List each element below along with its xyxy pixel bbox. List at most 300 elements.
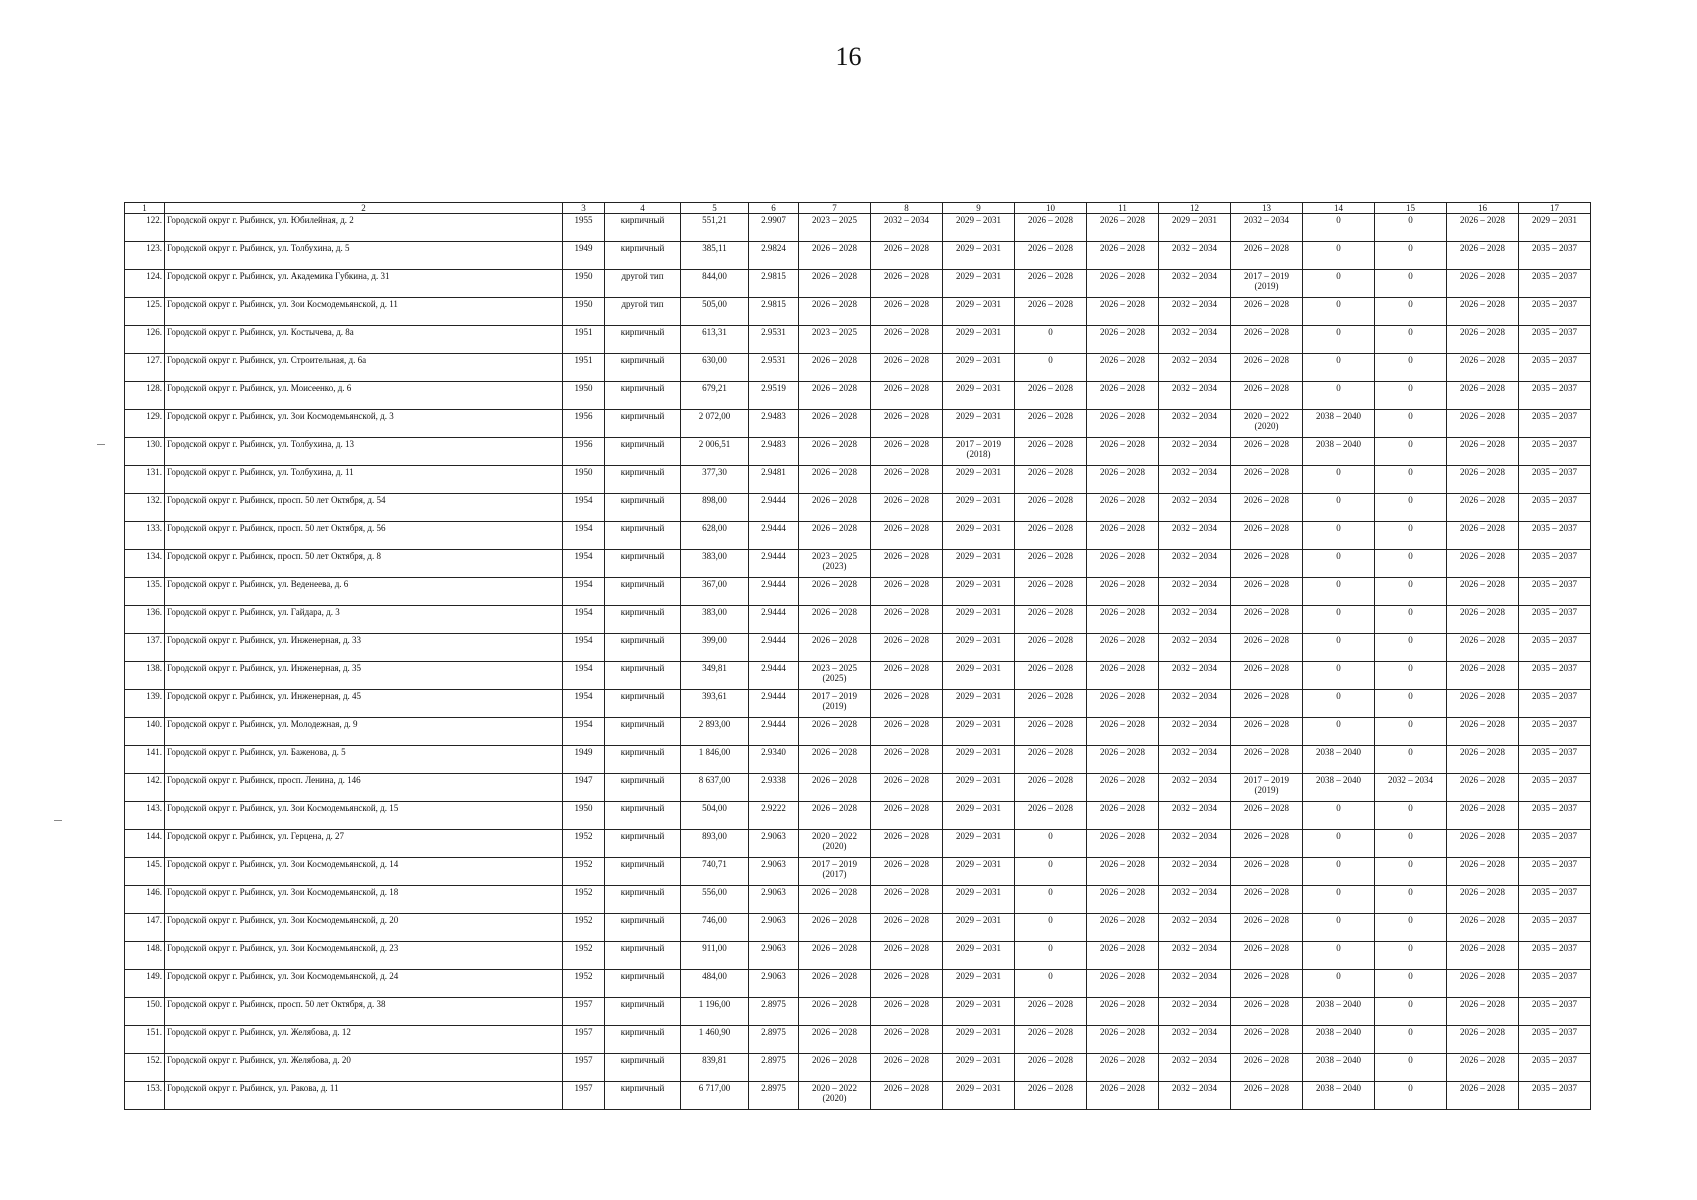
table-cell: 2026 – 2028 xyxy=(1447,690,1519,718)
table-cell: 393,61 xyxy=(681,690,749,718)
table-cell: 2035 – 2037 xyxy=(1519,970,1591,998)
table-cell: 2032 – 2034 xyxy=(1159,662,1231,690)
table-cell: 2029 – 2031 xyxy=(943,886,1015,914)
table-cell: 2026 – 2028 xyxy=(799,634,871,662)
table-cell: 1950 xyxy=(563,298,605,326)
table-cell: 2038 – 2040 xyxy=(1303,1026,1375,1054)
table-cell: 2.8975 xyxy=(749,1026,799,1054)
table-cell: 1954 xyxy=(563,494,605,522)
table-cell: 2.9824 xyxy=(749,242,799,270)
table-cell: 1950 xyxy=(563,466,605,494)
table-cell: 2026 – 2028 xyxy=(1087,634,1159,662)
table-cell: 2035 – 2037 xyxy=(1519,1054,1591,1082)
table-cell: 630,00 xyxy=(681,354,749,382)
table-cell: 2026 – 2028 xyxy=(1231,690,1303,718)
table-row xyxy=(125,354,1591,382)
table-cell: 1956 xyxy=(563,410,605,438)
table-cell: 2026 – 2028 xyxy=(1087,270,1159,298)
table-cell: 2026 – 2028 xyxy=(1231,550,1303,578)
table-cell: 2026 – 2028 xyxy=(1087,242,1159,270)
table-cell: кирпичный xyxy=(605,830,681,858)
table-cell: 0 xyxy=(1375,466,1447,494)
table-cell: 2032 – 2034 xyxy=(1159,718,1231,746)
table-cell: кирпичный xyxy=(605,858,681,886)
table-cell: 2026 – 2028 xyxy=(871,1082,943,1110)
table-cell: 2032 – 2034 xyxy=(1159,970,1231,998)
table-cell: 2029 – 2031 xyxy=(943,1082,1015,1110)
table-cell: 2035 – 2037 xyxy=(1519,662,1591,690)
table-cell: 2026 – 2028 xyxy=(1447,802,1519,830)
table-cell: 0 xyxy=(1303,942,1375,970)
table-cell: 136. xyxy=(125,606,165,634)
table-cell: 2029 – 2031 xyxy=(943,718,1015,746)
table-cell: 2026 – 2028 xyxy=(1447,494,1519,522)
table-cell: 2026 – 2028 xyxy=(1447,886,1519,914)
table-cell: 2026 – 2028 xyxy=(1015,1054,1087,1082)
table-cell: 142. xyxy=(125,774,165,802)
table-cell: 0 xyxy=(1303,550,1375,578)
table-cell: 2026 – 2028 xyxy=(1087,970,1159,998)
table-cell: Городской округ г. Рыбинск, ул. Инженерная, д. 33 xyxy=(165,634,563,662)
column-header: 7 xyxy=(799,203,871,214)
table-cell: 1950 xyxy=(563,802,605,830)
table-cell: 2032 – 2034 xyxy=(1159,410,1231,438)
table-cell: 2020 – 2022 (2020) xyxy=(799,830,871,858)
table-cell: 2035 – 2037 xyxy=(1519,634,1591,662)
table-cell: 2026 – 2028 xyxy=(1231,438,1303,466)
table-cell: 2026 – 2028 xyxy=(871,522,943,550)
table-cell: 2.9063 xyxy=(749,970,799,998)
table-row xyxy=(125,830,1591,858)
column-header: 14 xyxy=(1303,203,1375,214)
table-cell: 2026 – 2028 xyxy=(799,774,871,802)
table-cell: 2032 – 2034 xyxy=(1159,886,1231,914)
table-cell: 1 846,00 xyxy=(681,746,749,774)
table-cell: 0 xyxy=(1015,830,1087,858)
table-cell: 2.9063 xyxy=(749,942,799,970)
table-cell: 135. xyxy=(125,578,165,606)
table-cell: 2026 – 2028 xyxy=(1087,690,1159,718)
table-cell: Городской округ г. Рыбинск, ул. Гайдара, д. 3 xyxy=(165,606,563,634)
table-cell: 2026 – 2028 xyxy=(871,830,943,858)
table-cell: 746,00 xyxy=(681,914,749,942)
page-number: 16 xyxy=(835,42,862,71)
table-cell: 0 xyxy=(1375,858,1447,886)
table-cell: 2032 – 2034 xyxy=(1159,942,1231,970)
table-cell: 1956 xyxy=(563,438,605,466)
table-cell: 2032 – 2034 xyxy=(1159,522,1231,550)
table-cell: 0 xyxy=(1303,578,1375,606)
table-cell: кирпичный xyxy=(605,606,681,634)
table-cell: 2026 – 2028 xyxy=(1447,718,1519,746)
table-cell: 2026 – 2028 xyxy=(1015,214,1087,242)
table-cell: Городской округ г. Рыбинск, ул. Зои Космодемьянской, д. 20 xyxy=(165,914,563,942)
table-cell: 0 xyxy=(1015,914,1087,942)
table-cell: 2026 – 2028 xyxy=(1447,942,1519,970)
table-cell: 2026 – 2028 xyxy=(871,550,943,578)
table-cell: кирпичный xyxy=(605,774,681,802)
table-cell: 2032 – 2034 xyxy=(1159,494,1231,522)
table-cell: 2026 – 2028 xyxy=(799,746,871,774)
table-cell: 1952 xyxy=(563,914,605,942)
table-cell: 2026 – 2028 xyxy=(1087,410,1159,438)
column-header: 10 xyxy=(1015,203,1087,214)
table-cell: Городской округ г. Рыбинск, ул. Инженерная, д. 35 xyxy=(165,662,563,690)
table-cell: 2026 – 2028 xyxy=(1087,494,1159,522)
table-row xyxy=(125,242,1591,270)
table-row xyxy=(125,298,1591,326)
table-cell: 0 xyxy=(1375,718,1447,746)
table-cell: 0 xyxy=(1375,354,1447,382)
table-cell: 911,00 xyxy=(681,942,749,970)
table-row xyxy=(125,550,1591,578)
table-cell: 2026 – 2028 xyxy=(1447,858,1519,886)
table-cell: 129. xyxy=(125,410,165,438)
table-cell: 2026 – 2028 xyxy=(871,942,943,970)
table-cell: 149. xyxy=(125,970,165,998)
housing-table xyxy=(124,202,1591,1110)
table-cell: 2035 – 2037 xyxy=(1519,690,1591,718)
table-cell: 2026 – 2028 xyxy=(1231,1082,1303,1110)
table-cell: 2.9481 xyxy=(749,466,799,494)
table-cell: 2035 – 2037 xyxy=(1519,578,1591,606)
table-cell: 0 xyxy=(1303,606,1375,634)
table-cell: 2038 – 2040 xyxy=(1303,1082,1375,1110)
table-cell: 2.9444 xyxy=(749,606,799,634)
table-cell: кирпичный xyxy=(605,802,681,830)
table-cell: 2.8975 xyxy=(749,998,799,1026)
table-row xyxy=(125,690,1591,718)
table-cell: 2026 – 2028 xyxy=(1015,410,1087,438)
table-row xyxy=(125,1054,1591,1082)
table-cell: 2029 – 2031 xyxy=(943,942,1015,970)
table-cell: Городской округ г. Рыбинск, просп. 50 лет Октября, д. 54 xyxy=(165,494,563,522)
table-row xyxy=(125,214,1591,242)
table-cell: 2026 – 2028 xyxy=(1231,718,1303,746)
table-cell: 2026 – 2028 xyxy=(799,298,871,326)
table-cell: Городской округ г. Рыбинск, ул. Веденеева, д. 6 xyxy=(165,578,563,606)
table-cell: 2026 – 2028 xyxy=(799,354,871,382)
table-cell: кирпичный xyxy=(605,1026,681,1054)
table-cell: 2026 – 2028 xyxy=(871,382,943,410)
table-cell: 2026 – 2028 xyxy=(1087,522,1159,550)
table-cell: Городской округ г. Рыбинск, ул. Зои Космодемьянской, д. 11 xyxy=(165,298,563,326)
table-cell: другой тип xyxy=(605,298,681,326)
table-cell: 2026 – 2028 xyxy=(1231,606,1303,634)
table-cell: кирпичный xyxy=(605,998,681,1026)
table-cell: 2.9444 xyxy=(749,718,799,746)
table-cell: 137. xyxy=(125,634,165,662)
table-body xyxy=(125,214,1591,1110)
table-cell: 2026 – 2028 xyxy=(1447,914,1519,942)
table-cell: 152. xyxy=(125,1054,165,1082)
table-cell: 1951 xyxy=(563,354,605,382)
table-cell: 2026 – 2028 xyxy=(871,998,943,1026)
table-cell: 2.9444 xyxy=(749,522,799,550)
table-cell: 2029 – 2031 xyxy=(943,522,1015,550)
table-cell: 144. xyxy=(125,830,165,858)
table-cell: 2.9531 xyxy=(749,326,799,354)
table-cell: 1954 xyxy=(563,718,605,746)
column-header: 1 xyxy=(125,203,165,214)
table-cell: 1954 xyxy=(563,634,605,662)
table-cell: 2.9222 xyxy=(749,802,799,830)
table-cell: 2035 – 2037 xyxy=(1519,494,1591,522)
column-header: 9 xyxy=(943,203,1015,214)
table-cell: 0 xyxy=(1303,382,1375,410)
table-cell: Городской округ г. Рыбинск, ул. Желябова, д. 20 xyxy=(165,1054,563,1082)
table-cell: 2026 – 2028 xyxy=(1231,830,1303,858)
table-cell: 2023 – 2025 (2023) xyxy=(799,550,871,578)
table-cell: 2035 – 2037 xyxy=(1519,326,1591,354)
table-cell: 2026 – 2028 xyxy=(871,466,943,494)
column-header: 3 xyxy=(563,203,605,214)
table-cell: 2026 – 2028 xyxy=(799,494,871,522)
table-cell: 2029 – 2031 xyxy=(943,634,1015,662)
table-cell: 2032 – 2034 xyxy=(1159,578,1231,606)
table-cell: 2026 – 2028 xyxy=(1231,522,1303,550)
table-cell: кирпичный xyxy=(605,1082,681,1110)
table-row xyxy=(125,858,1591,886)
table-cell: Городской округ г. Рыбинск, просп. 50 лет Октября, д. 56 xyxy=(165,522,563,550)
table-cell: 1954 xyxy=(563,522,605,550)
table-cell: кирпичный xyxy=(605,242,681,270)
table-cell: 2.9444 xyxy=(749,690,799,718)
table-cell: кирпичный xyxy=(605,522,681,550)
table-cell: кирпичный xyxy=(605,970,681,998)
table-cell: 2029 – 2031 xyxy=(943,270,1015,298)
table-cell: 2035 – 2037 xyxy=(1519,1026,1591,1054)
table-cell: 2026 – 2028 xyxy=(871,606,943,634)
table-cell: 2026 – 2028 xyxy=(1015,662,1087,690)
table-cell: кирпичный xyxy=(605,662,681,690)
table-cell: 0 xyxy=(1015,942,1087,970)
table-cell: 2.9444 xyxy=(749,550,799,578)
table-cell: Городской округ г. Рыбинск, ул. Зои Космодемьянской, д. 3 xyxy=(165,410,563,438)
table-cell: 2026 – 2028 xyxy=(1087,802,1159,830)
column-header: 8 xyxy=(871,203,943,214)
table-cell: 0 xyxy=(1375,522,1447,550)
table-cell: 2026 – 2028 xyxy=(1015,298,1087,326)
table-cell: Городской округ г. Рыбинск, просп. 50 лет Октября, д. 38 xyxy=(165,998,563,1026)
table-cell: 2026 – 2028 xyxy=(871,746,943,774)
table-cell: Городской округ г. Рыбинск, ул. Инженерная, д. 45 xyxy=(165,690,563,718)
table-cell: 2026 – 2028 xyxy=(1447,466,1519,494)
table-cell: 2026 – 2028 xyxy=(1087,354,1159,382)
table-cell: 2026 – 2028 xyxy=(1087,998,1159,1026)
table-cell: 0 xyxy=(1375,242,1447,270)
table-cell: 0 xyxy=(1375,970,1447,998)
table-cell: 2.9444 xyxy=(749,494,799,522)
table-cell: 2026 – 2028 xyxy=(1447,1082,1519,1110)
table-cell: 0 xyxy=(1303,634,1375,662)
table-cell: 2020 – 2022 (2020) xyxy=(1231,410,1303,438)
table-cell: 679,21 xyxy=(681,382,749,410)
table-cell: 2026 – 2028 xyxy=(871,326,943,354)
table-row xyxy=(125,802,1591,830)
table-cell: 0 xyxy=(1375,998,1447,1026)
table-cell: 2029 – 2031 xyxy=(943,914,1015,942)
table-row xyxy=(125,886,1591,914)
table-cell: 2026 – 2028 xyxy=(1231,914,1303,942)
table-cell: 151. xyxy=(125,1026,165,1054)
table-cell: 2026 – 2028 xyxy=(1231,886,1303,914)
table-cell: 2035 – 2037 xyxy=(1519,718,1591,746)
table-cell: 2026 – 2028 xyxy=(799,410,871,438)
table-cell: 2026 – 2028 xyxy=(1447,774,1519,802)
table-cell: 0 xyxy=(1303,830,1375,858)
table-cell: 2026 – 2028 xyxy=(1087,774,1159,802)
table-cell: 893,00 xyxy=(681,830,749,858)
table-cell: 2026 – 2028 xyxy=(871,718,943,746)
table-cell: 2026 – 2028 xyxy=(1015,242,1087,270)
table-cell: 1954 xyxy=(563,662,605,690)
table-cell: кирпичный xyxy=(605,746,681,774)
table-cell: 2.9063 xyxy=(749,830,799,858)
table-row xyxy=(125,522,1591,550)
table-cell: 2026 – 2028 xyxy=(799,942,871,970)
table-cell: 2026 – 2028 xyxy=(1231,242,1303,270)
table-cell: 2026 – 2028 xyxy=(1447,214,1519,242)
table-cell: 2035 – 2037 xyxy=(1519,298,1591,326)
table-cell: 2026 – 2028 xyxy=(1447,998,1519,1026)
table-cell: 2026 – 2028 xyxy=(871,858,943,886)
table-cell: 2026 – 2028 xyxy=(1015,746,1087,774)
table-cell: 2026 – 2028 xyxy=(799,718,871,746)
table-cell: 2029 – 2031 xyxy=(943,998,1015,1026)
table-cell: кирпичный xyxy=(605,550,681,578)
table-cell: 2026 – 2028 xyxy=(1447,298,1519,326)
table-cell: 1952 xyxy=(563,942,605,970)
table-cell: 556,00 xyxy=(681,886,749,914)
table-cell: другой тип xyxy=(605,270,681,298)
table-cell: 141. xyxy=(125,746,165,774)
table-cell: 0 xyxy=(1015,858,1087,886)
table-cell: 124. xyxy=(125,270,165,298)
table-cell: 0 xyxy=(1375,550,1447,578)
table-cell: 123. xyxy=(125,242,165,270)
table-cell: 2026 – 2028 xyxy=(1015,578,1087,606)
table-cell: 2026 – 2028 xyxy=(1015,494,1087,522)
table-cell: 0 xyxy=(1375,326,1447,354)
table-cell: 0 xyxy=(1375,802,1447,830)
table-cell: 0 xyxy=(1375,410,1447,438)
table-cell: 0 xyxy=(1375,1054,1447,1082)
table-cell: 2032 – 2034 xyxy=(1159,438,1231,466)
table-cell: 2026 – 2028 xyxy=(871,270,943,298)
table-cell: 2032 – 2034 xyxy=(1159,858,1231,886)
table-cell: 2029 – 2031 xyxy=(943,550,1015,578)
table-cell: 2026 – 2028 xyxy=(1015,438,1087,466)
table-cell: 2.9338 xyxy=(749,774,799,802)
table-cell: 128. xyxy=(125,382,165,410)
table-cell: 2.8975 xyxy=(749,1054,799,1082)
table-cell: 2038 – 2040 xyxy=(1303,774,1375,802)
table-cell: 2026 – 2028 xyxy=(1087,858,1159,886)
table-cell: 2032 – 2034 xyxy=(1159,830,1231,858)
table-cell: 2026 – 2028 xyxy=(799,606,871,634)
table-cell: 2038 – 2040 xyxy=(1303,438,1375,466)
table-cell: 2026 – 2028 xyxy=(1447,242,1519,270)
table-cell: 1951 xyxy=(563,326,605,354)
table-cell: 2032 – 2034 xyxy=(871,214,943,242)
table-cell: 2026 – 2028 xyxy=(1447,326,1519,354)
table-cell: 2026 – 2028 xyxy=(1087,382,1159,410)
margin-mark xyxy=(54,820,62,821)
table-cell: 2026 – 2028 xyxy=(1231,578,1303,606)
table-cell: 2038 – 2040 xyxy=(1303,1054,1375,1082)
table-cell: 122. xyxy=(125,214,165,242)
table-cell: 2032 – 2034 xyxy=(1159,550,1231,578)
table-cell: Городской округ г. Рыбинск, ул. Академика Губкина, д. 31 xyxy=(165,270,563,298)
table-cell: 2038 – 2040 xyxy=(1303,746,1375,774)
table-cell: 2026 – 2028 xyxy=(1231,942,1303,970)
table-cell: 2026 – 2028 xyxy=(1447,578,1519,606)
table-cell: 2026 – 2028 xyxy=(1447,382,1519,410)
table-row xyxy=(125,606,1591,634)
table-cell: 2026 – 2028 xyxy=(1087,942,1159,970)
table-cell: 2029 – 2031 xyxy=(943,802,1015,830)
column-header: 5 xyxy=(681,203,749,214)
table-cell: 2029 – 2031 xyxy=(943,830,1015,858)
table-row xyxy=(125,634,1591,662)
table-cell: 2017 – 2019 (2018) xyxy=(943,438,1015,466)
table-cell: 2026 – 2028 xyxy=(1015,606,1087,634)
table-cell: кирпичный xyxy=(605,382,681,410)
table-cell: 740,71 xyxy=(681,858,749,886)
table-cell: 2026 – 2028 xyxy=(1087,1026,1159,1054)
table-cell: 2035 – 2037 xyxy=(1519,242,1591,270)
table-cell: 138. xyxy=(125,662,165,690)
table-cell: 2.9531 xyxy=(749,354,799,382)
table-row xyxy=(125,718,1591,746)
table-cell: 2026 – 2028 xyxy=(871,774,943,802)
table-cell: 2 006,51 xyxy=(681,438,749,466)
table-cell: 2026 – 2028 xyxy=(1231,298,1303,326)
table-cell: 2026 – 2028 xyxy=(1447,830,1519,858)
table-cell: Городской округ г. Рыбинск, ул. Строительная, д. 6а xyxy=(165,354,563,382)
table-cell: 2032 – 2034 xyxy=(1159,1054,1231,1082)
table-cell: 2026 – 2028 xyxy=(1447,522,1519,550)
table-cell: Городской округ г. Рыбинск, ул. Желябова, д. 12 xyxy=(165,1026,563,1054)
table-row xyxy=(125,1082,1591,1110)
table-cell: кирпичный xyxy=(605,886,681,914)
table-cell: 2.9063 xyxy=(749,886,799,914)
table-cell: 1957 xyxy=(563,1054,605,1082)
table-cell: 0 xyxy=(1303,466,1375,494)
table-cell: 2026 – 2028 xyxy=(1447,634,1519,662)
table-cell: 2029 – 2031 xyxy=(1159,214,1231,242)
table-cell: 1949 xyxy=(563,746,605,774)
table-cell: 1954 xyxy=(563,550,605,578)
table-cell: Городской округ г. Рыбинск, ул. Зои Космодемьянской, д. 15 xyxy=(165,802,563,830)
table-cell: 2026 – 2028 xyxy=(871,634,943,662)
table-cell: 2026 – 2028 xyxy=(1087,466,1159,494)
table-cell: 1950 xyxy=(563,270,605,298)
table-cell: 2026 – 2028 xyxy=(1015,466,1087,494)
table-cell: 2026 – 2028 xyxy=(871,494,943,522)
table-cell: 1952 xyxy=(563,886,605,914)
table-cell: 2026 – 2028 xyxy=(1015,998,1087,1026)
table-cell: Городской округ г. Рыбинск, ул. Толбухина, д. 13 xyxy=(165,438,563,466)
table-cell: 2032 – 2034 xyxy=(1159,802,1231,830)
table-cell: 2017 – 2019 (2017) xyxy=(799,858,871,886)
table-cell: 2026 – 2028 xyxy=(1015,550,1087,578)
table-cell: 2026 – 2028 xyxy=(871,354,943,382)
table-cell: Городской округ г. Рыбинск, ул. Молодежная, д. 9 xyxy=(165,718,563,746)
table-cell: 2026 – 2028 xyxy=(871,662,943,690)
table-cell: 898,00 xyxy=(681,494,749,522)
